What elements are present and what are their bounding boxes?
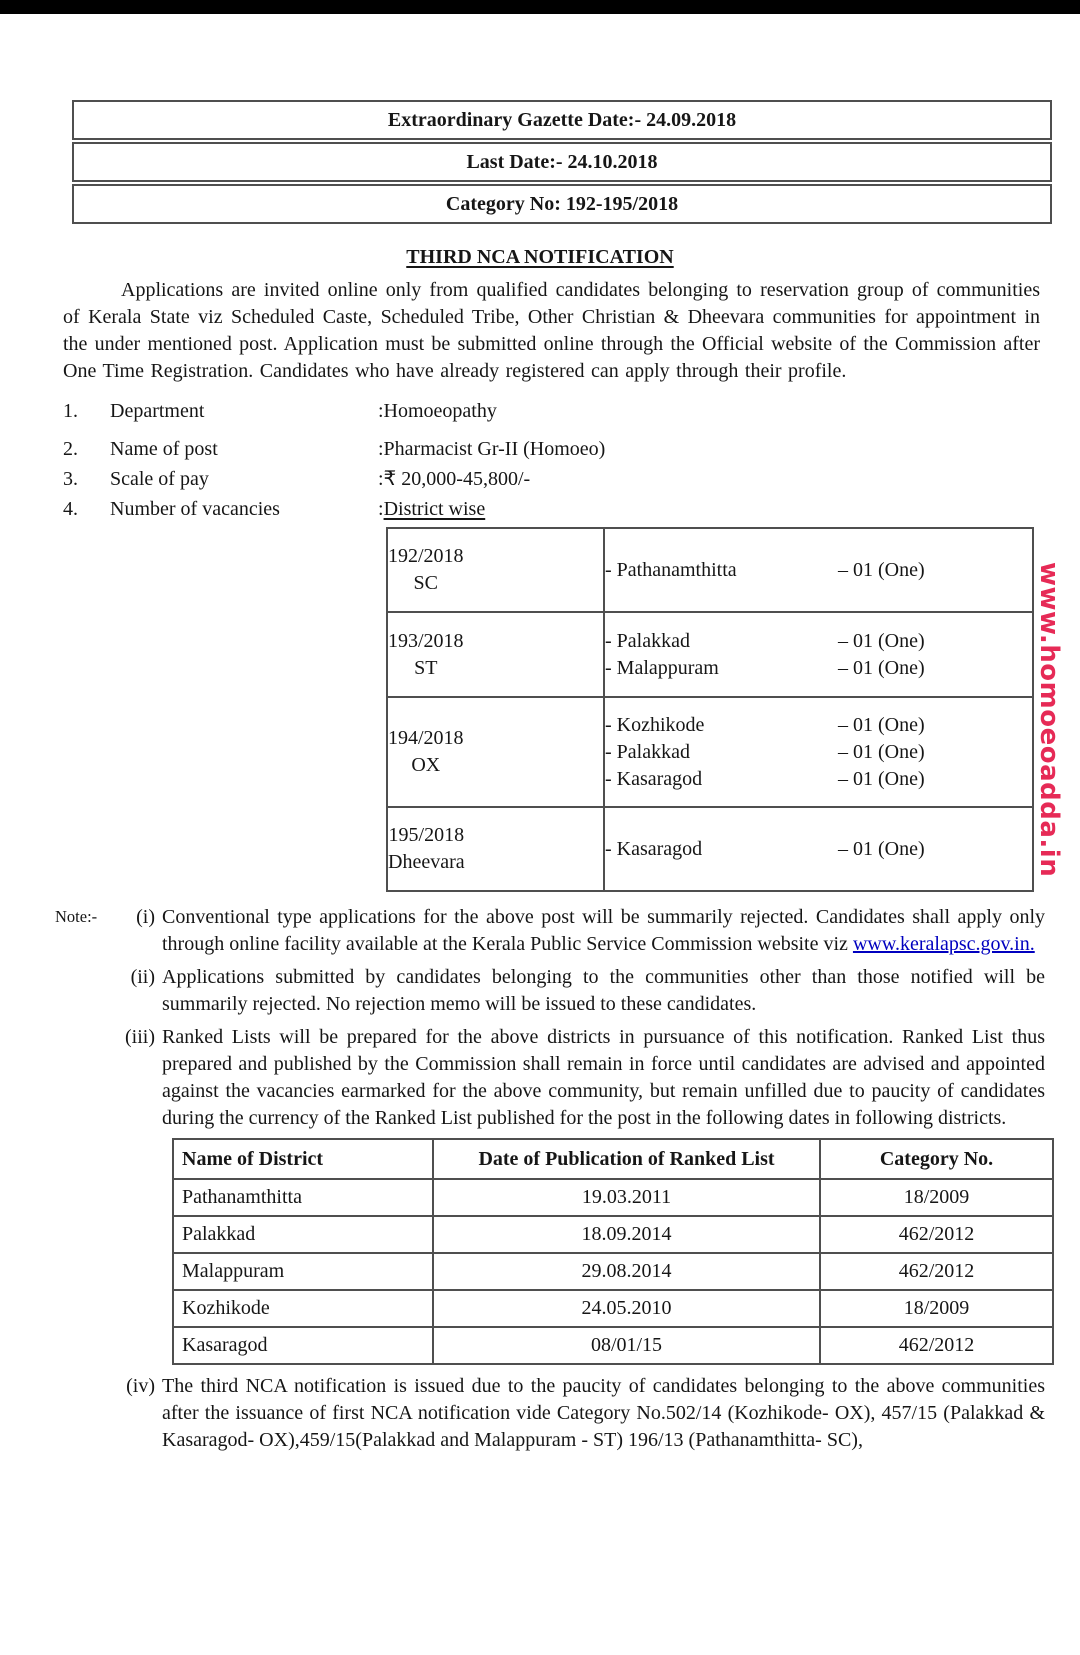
vacancy-category-cell bbox=[387, 612, 604, 697]
note-label: Note:- bbox=[55, 907, 98, 926]
vacancy-count: – 01 (One) bbox=[838, 837, 925, 860]
table-row bbox=[173, 1216, 1053, 1253]
note-marker: (ii) bbox=[130, 966, 155, 988]
table-row bbox=[72, 184, 1052, 224]
table-header-row bbox=[173, 1139, 1053, 1179]
ranked-date: 19.03.2011 bbox=[433, 1179, 820, 1216]
note-item-ii bbox=[99, 964, 1045, 1018]
detail-number: 3. bbox=[63, 468, 78, 490]
detail-item-department bbox=[63, 397, 1080, 425]
ranked-district: Palakkad bbox=[173, 1216, 433, 1253]
district-name: - Pathanamthitta bbox=[605, 558, 737, 581]
category-code: 193/2018 bbox=[388, 629, 464, 652]
vacancy-table bbox=[386, 527, 1034, 892]
detail-number: 2. bbox=[63, 438, 78, 460]
last-date-row: Last Date:- 24.10.2018 bbox=[72, 142, 1052, 182]
note-marker: (iv) bbox=[126, 1375, 155, 1397]
note-item-iv bbox=[99, 1373, 1045, 1454]
note-text: Ranked Lists will be prepared for the above districts in pursuance of this notification. Ranked List thus prepared and published by the Commission shall remain in force until candidates are advised and appointed against the vacancies earmarked for the above community, but remain unfilled due to paucity of candidates during the currency of the Ranked List published for the post in the following dates in following districts. bbox=[162, 1026, 1045, 1129]
vacancy-districts-cell bbox=[604, 528, 1033, 612]
table-row bbox=[387, 612, 1033, 697]
ranked-date: 08/01/15 bbox=[433, 1327, 820, 1364]
detail-number: 1. bbox=[63, 400, 78, 422]
district-name: - Malappuram bbox=[605, 656, 719, 679]
vacancy-category-cell bbox=[387, 528, 604, 612]
detail-label: Name of post bbox=[110, 438, 218, 460]
vacancy-category-cell bbox=[387, 807, 604, 891]
vacancy-districts-cell bbox=[604, 612, 1033, 697]
note-text-body: Conventional type applications for the above post will be summarily rejected. Candidates shall apply only through online facility available at the Kerala Public Service Commission website viz bbox=[162, 906, 1045, 955]
vacancy-count: – 01 (One) bbox=[838, 713, 925, 736]
top-black-bar bbox=[0, 0, 1080, 14]
district-line bbox=[605, 836, 1032, 863]
ranked-category: 18/2009 bbox=[820, 1179, 1053, 1216]
category-no-row: Category No: 192-195/2018 bbox=[72, 184, 1052, 224]
table-row bbox=[72, 100, 1052, 140]
gazette-date-row: Extraordinary Gazette Date:- 24.09.2018 bbox=[72, 100, 1052, 140]
ranked-list-table bbox=[172, 1138, 1054, 1365]
table-row bbox=[387, 697, 1033, 807]
detail-label: Number of vacancies bbox=[110, 498, 280, 520]
watermark: www.homoeoadda.in bbox=[1034, 562, 1064, 878]
gazette-info-table bbox=[70, 98, 1054, 226]
table-row bbox=[173, 1179, 1053, 1216]
ranked-district: Kasaragod bbox=[173, 1327, 433, 1364]
note-text: Applications submitted by candidates belonging to the communities other than those notified will be summarily rejected. No rejection memo will be issued to these candidates. bbox=[162, 966, 1045, 1015]
district-name: - Kasaragod bbox=[605, 767, 703, 790]
keralapsc-link[interactable]: www.keralapsc.gov.in. bbox=[852, 933, 1035, 955]
detail-number: 4. bbox=[63, 498, 78, 520]
notes-section bbox=[55, 904, 1045, 1454]
ranked-category: 462/2012 bbox=[820, 1216, 1053, 1253]
category-code: 195/2018 bbox=[388, 824, 465, 846]
ranked-district: Pathanamthitta bbox=[173, 1179, 433, 1216]
ranked-category: 462/2012 bbox=[820, 1327, 1053, 1364]
district-line bbox=[605, 557, 1032, 584]
note-marker: (iii) bbox=[125, 1026, 155, 1048]
category-code: 194/2018 bbox=[388, 727, 464, 749]
ranked-header-district: Name of District bbox=[173, 1139, 433, 1179]
community-code: SC bbox=[413, 572, 439, 594]
ranked-date: 29.08.2014 bbox=[433, 1253, 820, 1290]
table-row bbox=[173, 1327, 1053, 1364]
note-item-iii bbox=[99, 1024, 1045, 1132]
ranked-district: Kozhikode bbox=[173, 1290, 433, 1327]
note-item-i bbox=[99, 904, 1045, 958]
vacancy-category-cell bbox=[387, 697, 604, 807]
detail-value bbox=[378, 495, 1080, 523]
vacancy-districts-cell bbox=[604, 697, 1033, 807]
vacancy-count: – 01 (One) bbox=[838, 740, 925, 763]
note-text: The third NCA notification is issued due to the paucity of candidates belonging to the above communities after the issuance of first NCA notification vide Category No.502/14 (Kozhikode- OX), 457/15 (Palakkad & Kasaragod- OX),459/15(Palakkad and Malappuram - ST) 196/13 (Pathanamthitta- SC), bbox=[162, 1375, 1045, 1451]
vacancy-districts-cell bbox=[604, 807, 1033, 891]
notification-document bbox=[0, 14, 1080, 1460]
table-row bbox=[173, 1290, 1053, 1327]
detail-item-name-of-post bbox=[63, 435, 1080, 463]
district-line bbox=[605, 628, 1032, 655]
community-code: ST bbox=[414, 656, 438, 679]
ranked-header-category: Category No. bbox=[820, 1139, 1053, 1179]
details-list bbox=[63, 397, 1080, 523]
district-line bbox=[605, 712, 1032, 739]
detail-value-colon: : bbox=[378, 498, 384, 520]
vacancy-count: – 01 (One) bbox=[838, 656, 925, 679]
ranked-date: 24.05.2010 bbox=[433, 1290, 820, 1327]
table-row bbox=[387, 807, 1033, 891]
district-name: - Palakkad bbox=[605, 740, 690, 763]
detail-value: :Homoeopathy bbox=[378, 400, 497, 422]
district-line bbox=[605, 655, 1032, 682]
ranked-category: 18/2009 bbox=[820, 1290, 1053, 1327]
community-code: Dheevara bbox=[388, 851, 465, 873]
page-title-text: THIRD NCA NOTIFICATION bbox=[406, 246, 674, 268]
detail-label: Department bbox=[110, 400, 205, 422]
district-wise-underlined: District wise bbox=[383, 498, 486, 520]
note-text bbox=[162, 904, 1045, 958]
district-name: - Kasaragod bbox=[605, 837, 703, 860]
note-marker: (i) bbox=[136, 906, 155, 928]
ranked-date: 18.09.2014 bbox=[433, 1216, 820, 1253]
community-code: OX bbox=[411, 754, 441, 776]
district-name: - Palakkad bbox=[605, 629, 690, 652]
table-row bbox=[72, 142, 1052, 182]
table-row bbox=[173, 1253, 1053, 1290]
vacancy-count: – 01 (One) bbox=[838, 629, 925, 652]
ranked-district: Malappuram bbox=[173, 1253, 433, 1290]
table-row bbox=[387, 528, 1033, 612]
vacancy-count: – 01 (One) bbox=[838, 558, 925, 581]
district-line bbox=[605, 766, 1032, 793]
district-name: - Kozhikode bbox=[605, 713, 705, 736]
detail-item-scale-of-pay bbox=[63, 465, 1080, 493]
detail-value: :₹ 20,000-45,800/- bbox=[378, 468, 531, 490]
detail-value: :Pharmacist Gr-II (Homoeo) bbox=[378, 438, 606, 460]
page-title bbox=[40, 246, 1040, 269]
vacancy-count: – 01 (One) bbox=[838, 767, 925, 790]
detail-item-vacancies bbox=[63, 495, 1080, 523]
ranked-category: 462/2012 bbox=[820, 1253, 1053, 1290]
ranked-header-date: Date of Publication of Ranked List bbox=[433, 1139, 820, 1179]
district-line bbox=[605, 739, 1032, 766]
intro-paragraph: Applications are invited online only from qualified candidates belonging to reservation group of communities of Kerala State viz Scheduled Caste, Scheduled Tribe, Other Christian & Dheevara communities for appointment in the under mentioned post. Application must be submitted online through the Official website of the Commission after One Time Registration. Candidates who have already registered can apply through their profile. bbox=[63, 279, 1040, 382]
detail-label: Scale of pay bbox=[110, 468, 209, 490]
category-code: 192/2018 bbox=[388, 545, 464, 567]
